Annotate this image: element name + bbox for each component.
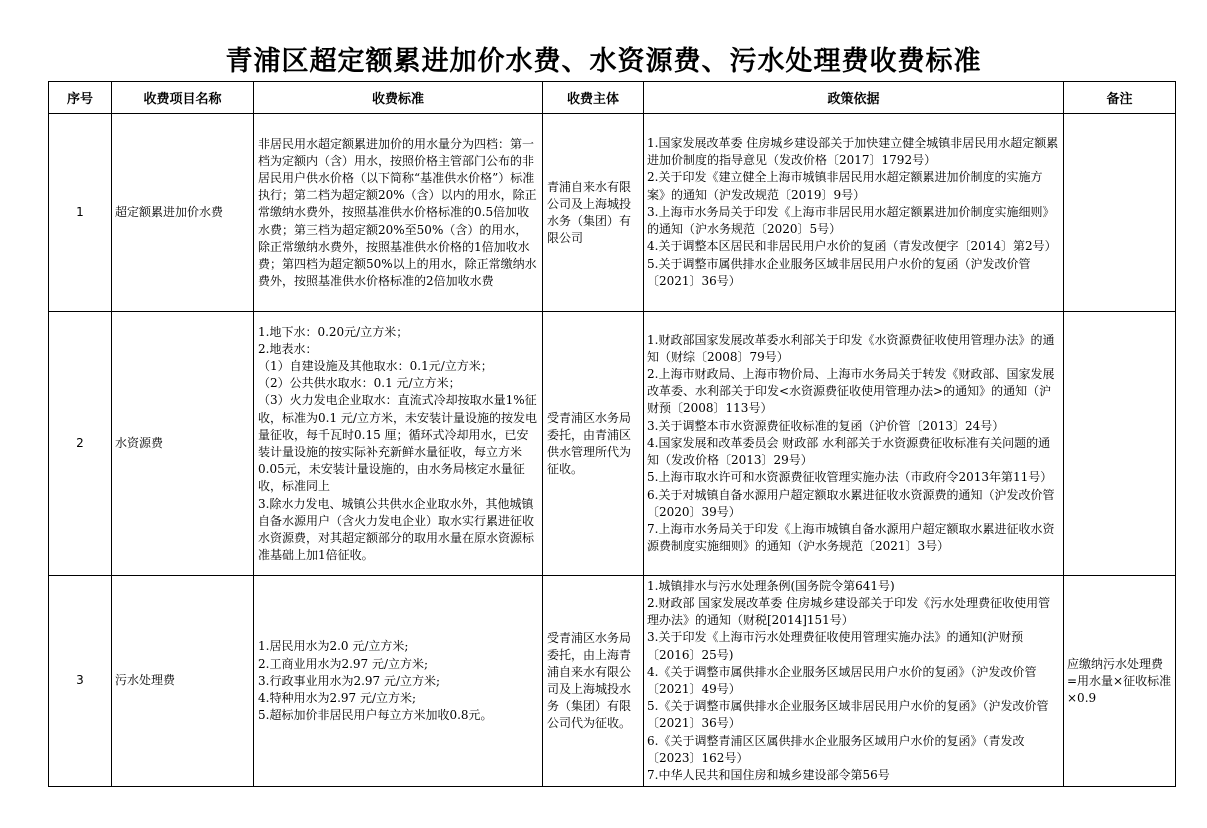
- header-remark: 备注: [1064, 82, 1176, 114]
- table-row: [49, 312, 1176, 576]
- basis-item: 5.关于调整市属供排水企业服务区域非居民用户水价的复函（沪发改价管〔2021〕36号）: [647, 256, 1031, 288]
- basis-item: 4.国家发展和改革委员会 财政部 水利部关于水资源费征收标准有关问题的通知（发改价格〔2013〕29号）: [647, 435, 1051, 468]
- basis-item: 2.关于印发《建立健全上海市城镇非居民用水超定额累进加价制度的实施方案》的通知（沪发改规范〔2019〕9号）: [647, 170, 1043, 202]
- basis-item: 5.上海市取水许可和水资源费征收管理实施办法（市政府令2013年第11号）: [647, 470, 1053, 485]
- fee-standard: [254, 114, 543, 312]
- fee-standards-table: [48, 81, 1176, 787]
- basis-item: 4.《关于调整市属供排水企业服务区域居民用户水价的复函》（沪发改价管〔2021〕49号）: [647, 664, 1037, 696]
- basis-item: 2.财政部 国家发展改革委 住房城乡建设部关于印发《污水处理费征收使用管理办法》的通知（财税[2014]151号）: [647, 595, 1051, 628]
- basis-item: 2.上海市财政局、上海市物价局、上海市水务局关于转发《财政部、国家发展改革委、水利部关于印发<水资源费征收使用管理办法>的通知》的通知（沪财预〔2008〕113号）: [647, 367, 1055, 416]
- standard-line: 5.超标加价非居民用户每立方米加收0.8元。: [258, 708, 493, 723]
- remark: [1064, 114, 1176, 312]
- standard-line: （1）自建设施及其他取水：0.1元/立方米；: [258, 358, 493, 373]
- header-item-name: 收费项目名称: [112, 82, 254, 114]
- basis-item: 3.关于印发《上海市污水处理费征收使用管理实施办法》的通知(沪财预〔2016〕25号): [647, 630, 1024, 662]
- fee-collector: 青浦自来水有限公司及上海城投水务（集团）有限公司: [543, 114, 644, 312]
- policy-basis: [644, 312, 1064, 576]
- fee-item-name: 污水处理费: [112, 576, 254, 787]
- row-number: 3: [49, 576, 112, 787]
- table-row: [49, 576, 1176, 787]
- standard-line: 3.除水力发电、城镇公共供水企业取水外，其他城镇自备水源用户（含火力发电企业）取水实行累进征收水资源费，对其超定额部分的取用水量在原水资源标准基础上加1倍征收。: [258, 496, 535, 563]
- basis-item: 1.国家发展改革委 住房城乡建设部关于加快建立健全城镇非居民用水超定额累进加价制度的指导意见（发改价格〔2017〕1792号）: [647, 136, 1059, 168]
- standard-line: 4.特种用水为2.97 元/立方米;: [258, 691, 417, 706]
- remark: 应缴纳污水处理费=用水量×征收标准×0.9: [1064, 576, 1176, 787]
- basis-item: 6.《关于调整青浦区区属供排水企业服务区域用户水价的复函》（青发改〔2023〕162号）: [647, 733, 1025, 765]
- table-row: [49, 114, 1176, 312]
- standard-line: 2.地表水：: [258, 341, 318, 356]
- basis-item: 1.财政部国家发展改革委水利部关于印发《水资源费征收使用管理办法》的通知（财综〔2008〕79号）: [647, 332, 1055, 364]
- remark: [1064, 312, 1176, 576]
- header-standard: 收费标准: [254, 82, 543, 114]
- standard-line: （3）火力发电企业取水：直流式冷却按取水量1%征收，标准为0.1 元/立方米，未安装计量设施的按发电量征收，每千瓦时0.15 厘；循环式冷却用水，已安装计量设施的按实际补充新鲜水量征收，每立方米0.05元，未安装计量设施的，由水务局核定水量征收，标准同上: [258, 393, 537, 494]
- standard-line: 2.工商业用水为2.97 元/立方米;: [258, 656, 429, 671]
- row-number: 2: [49, 312, 112, 576]
- policy-basis: [644, 114, 1064, 312]
- standard-line: 1.地下水：0.20元/立方米；: [258, 324, 409, 339]
- fee-collector: 受青浦区水务局委托，由青浦区供水管理所代为征收。: [543, 312, 644, 576]
- fee-item-name: 水资源费: [112, 312, 254, 576]
- header-policy-basis: 政策依据: [644, 82, 1064, 114]
- table-header-row: [49, 82, 1176, 114]
- fee-standard: [254, 312, 543, 576]
- standard-line: 3.行政事业用水为2.97 元/立方米;: [258, 673, 441, 688]
- header-number: 序号: [49, 82, 112, 114]
- basis-item: 5.《关于调整市属供排水企业服务区域非居民用户水价的复函》（沪发改价管〔2021〕36号）: [647, 699, 1049, 731]
- header-collector: 收费主体: [543, 82, 644, 114]
- basis-item: 3.关于调整本市水资源费征收标准的复函（沪价管〔2013〕24号）: [647, 418, 1005, 433]
- basis-item: 3.上海市水务局关于印发《上海市非居民用水超定额累进加价制度实施细则》的通知（沪水务规范〔2020〕5号）: [647, 204, 1055, 237]
- basis-item: 7.中华人民共和国住房和城乡建设部令第56号: [647, 768, 890, 783]
- basis-item: 4.关于调整本区居民和非居民用户水价的复函（青发改便字〔2014〕第2号）: [647, 239, 1057, 254]
- basis-item: 6.关于对城镇自备水源用户超定额取水累进征收水资源费的通知（沪发改价管〔2020〕39号）: [647, 487, 1055, 519]
- fee-item-name: 超定额累进加价水费: [112, 114, 254, 312]
- standard-text: 非居民用水超定额累进加价的用水量分为四档：第一档为定额内（含）用水，按照价格主管部门公布的非居民用户供水价格（以下简称“基准供水价格”）标准执行；第二档为超定额20%（含）以内的用水，除正常缴纳水费外，按照基准供水价格标准的0.5倍加收水费；第三档为超定额20%至50%（含）的用水，除正常缴纳水费外，按照基准供水价格的1倍加收水费；第四档为超定额50%以上的用水，除正常缴纳水费外，按照基准供水价格标准的2倍加收水费: [258, 136, 537, 289]
- policy-basis: [644, 576, 1064, 787]
- page-title: 青浦区超定额累进加价水费、水资源费、污水处理费收费标准: [225, 46, 982, 77]
- fee-standard: [254, 576, 543, 787]
- basis-item: 7.上海市水务局关于印发《上海市城镇自备水源用户超定额取水累进征收水资源费制度实施细则》的通知（沪水务规范〔2021〕3号）: [647, 521, 1055, 554]
- row-number: 1: [49, 114, 112, 312]
- standard-line: 1.居民用水为2.0 元/立方米;: [258, 639, 409, 654]
- basis-item: 1.城镇排水与污水处理条例(国务院令第641号): [647, 578, 895, 593]
- fee-collector: 受青浦区水务局委托，由上海青浦自来水有限公司及上海城投水务（集团）有限公司代为征收。: [543, 576, 644, 787]
- standard-line: （2）公共供水取水：0.1 元/立方米；: [258, 376, 461, 391]
